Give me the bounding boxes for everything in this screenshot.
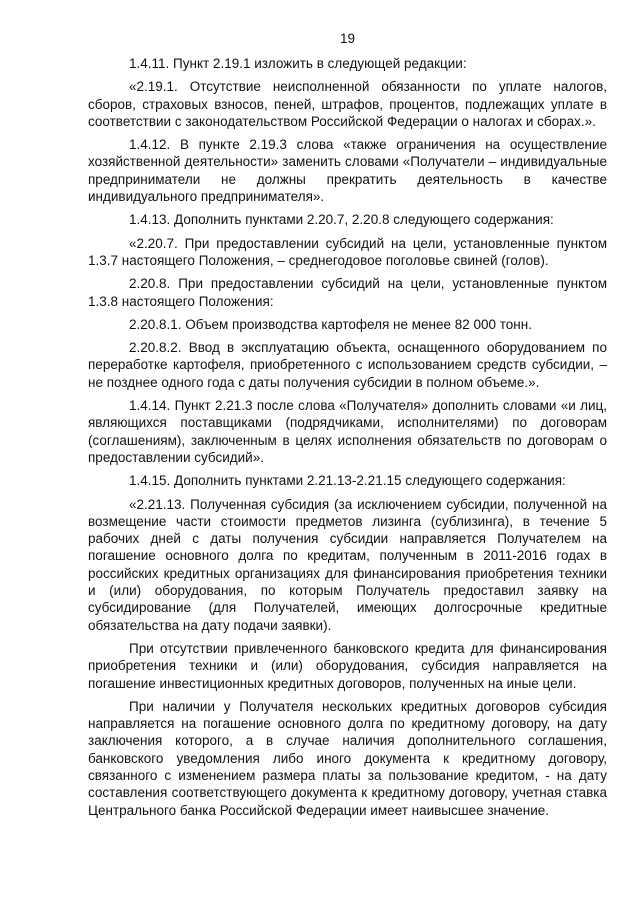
paragraph-multiple-credits: При наличии у Получателя нескольких кредитных договоров субсидия направляется на погашение основного долга по кредитному договору, на дату заключения которого, а в случае наличия дополнительного соглашения, банковского уведомления либо иного документа к кредитному договору, связанного с изменением размера платы за пользование кредитом, - на дату составления соответствующего документа к кредитному договору, учетная ставка Центрального банка Российской Федерации имеет наивысшее значение. [88, 698, 607, 818]
paragraph-2-20-8: 2.20.8. При предоставлении субсидий на цели, установленные пунктом 1.3.8 настоящего Положения: [88, 276, 607, 309]
paragraph-2-20-8-2: 2.20.8.2. Ввод в эксплуатацию объекта, оснащенного оборудованием по переработке картофеля, приобретенного с использованием средств субсидии, – не позднее одного года с даты получения субсидии в полном объеме.». [88, 340, 607, 390]
paragraph-1-4-12: 1.4.12. В пункте 2.19.3 слова «также ограничения на осуществление хозяйственной деятельности» заменить словами «Получатели – индивидуальные предприниматели не должны прекратить деятельность в качестве индивидуального предпринимателя». [88, 137, 607, 205]
paragraph-1-4-11: 1.4.11. Пункт 2.19.1 изложить в следующей редакции: [129, 56, 467, 71]
paragraph-2-20-7: «2.20.7. При предоставлении субсидий на цели, установленные пунктом 1.3.7 настоящего Положения, – среднегодовое поголовье свиней (голов). [88, 235, 607, 268]
paragraph-2-19-1: «2.19.1. Отсутствие неисполненной обязанности по уплате налогов, сборов, страховых взносов, пеней, штрафов, процентов, подлежащих уплате в соответствии с законодательством Российской Федерации о налогах и сборах.». [88, 79, 607, 129]
paragraph-no-credit: При отсутствии привлеченного банковского кредита для финансирования приобретения техники и (или) оборудования, субсидия направляется на погашение инвестиционных кредитных договоров, полученных на иные цели. [88, 640, 607, 691]
paragraph-1-4-15: 1.4.15. Дополнить пунктами 2.21.13-2.21.15 следующего содержания: [129, 473, 566, 489]
paragraph-1-4-13: 1.4.13. Дополнить пунктами 2.20.7, 2.20.8 следующего содержания: [129, 212, 554, 228]
paragraph-2-21-13: «2.21.13. Полученная субсидия (за исключением субсидии, полученной на возмещение части стоимости предметов лизинга (сублизинга), в течение 5 рабочих дней с даты получения субсидии направляется Получателем на погашение основного долга по кредитам, полученным в 2011-2016 годах в российских кредитных организациях для финансирования приобретения техники и (или) оборудования, по которым Получатель предоставил заявку на субсидирование (для Получателей, имеющих долгосрочные кредитные обязательства на дату подачи заявки). [88, 496, 607, 633]
paragraph-1-4-14: 1.4.14. Пункт 2.21.3 после слова «Получателя» дополнить словами «и лиц, являющихся поставщиками (подрядчиками, исполнителями) по договорам (соглашениям), заключенным в целях исполнения обязательств по договорам о предоставлении субсидий». [88, 398, 607, 465]
page-number: 19 [339, 31, 356, 46]
paragraph-2-20-8-1: 2.20.8.1. Объем производства картофеля не менее 82 000 тонн. [129, 316, 532, 332]
